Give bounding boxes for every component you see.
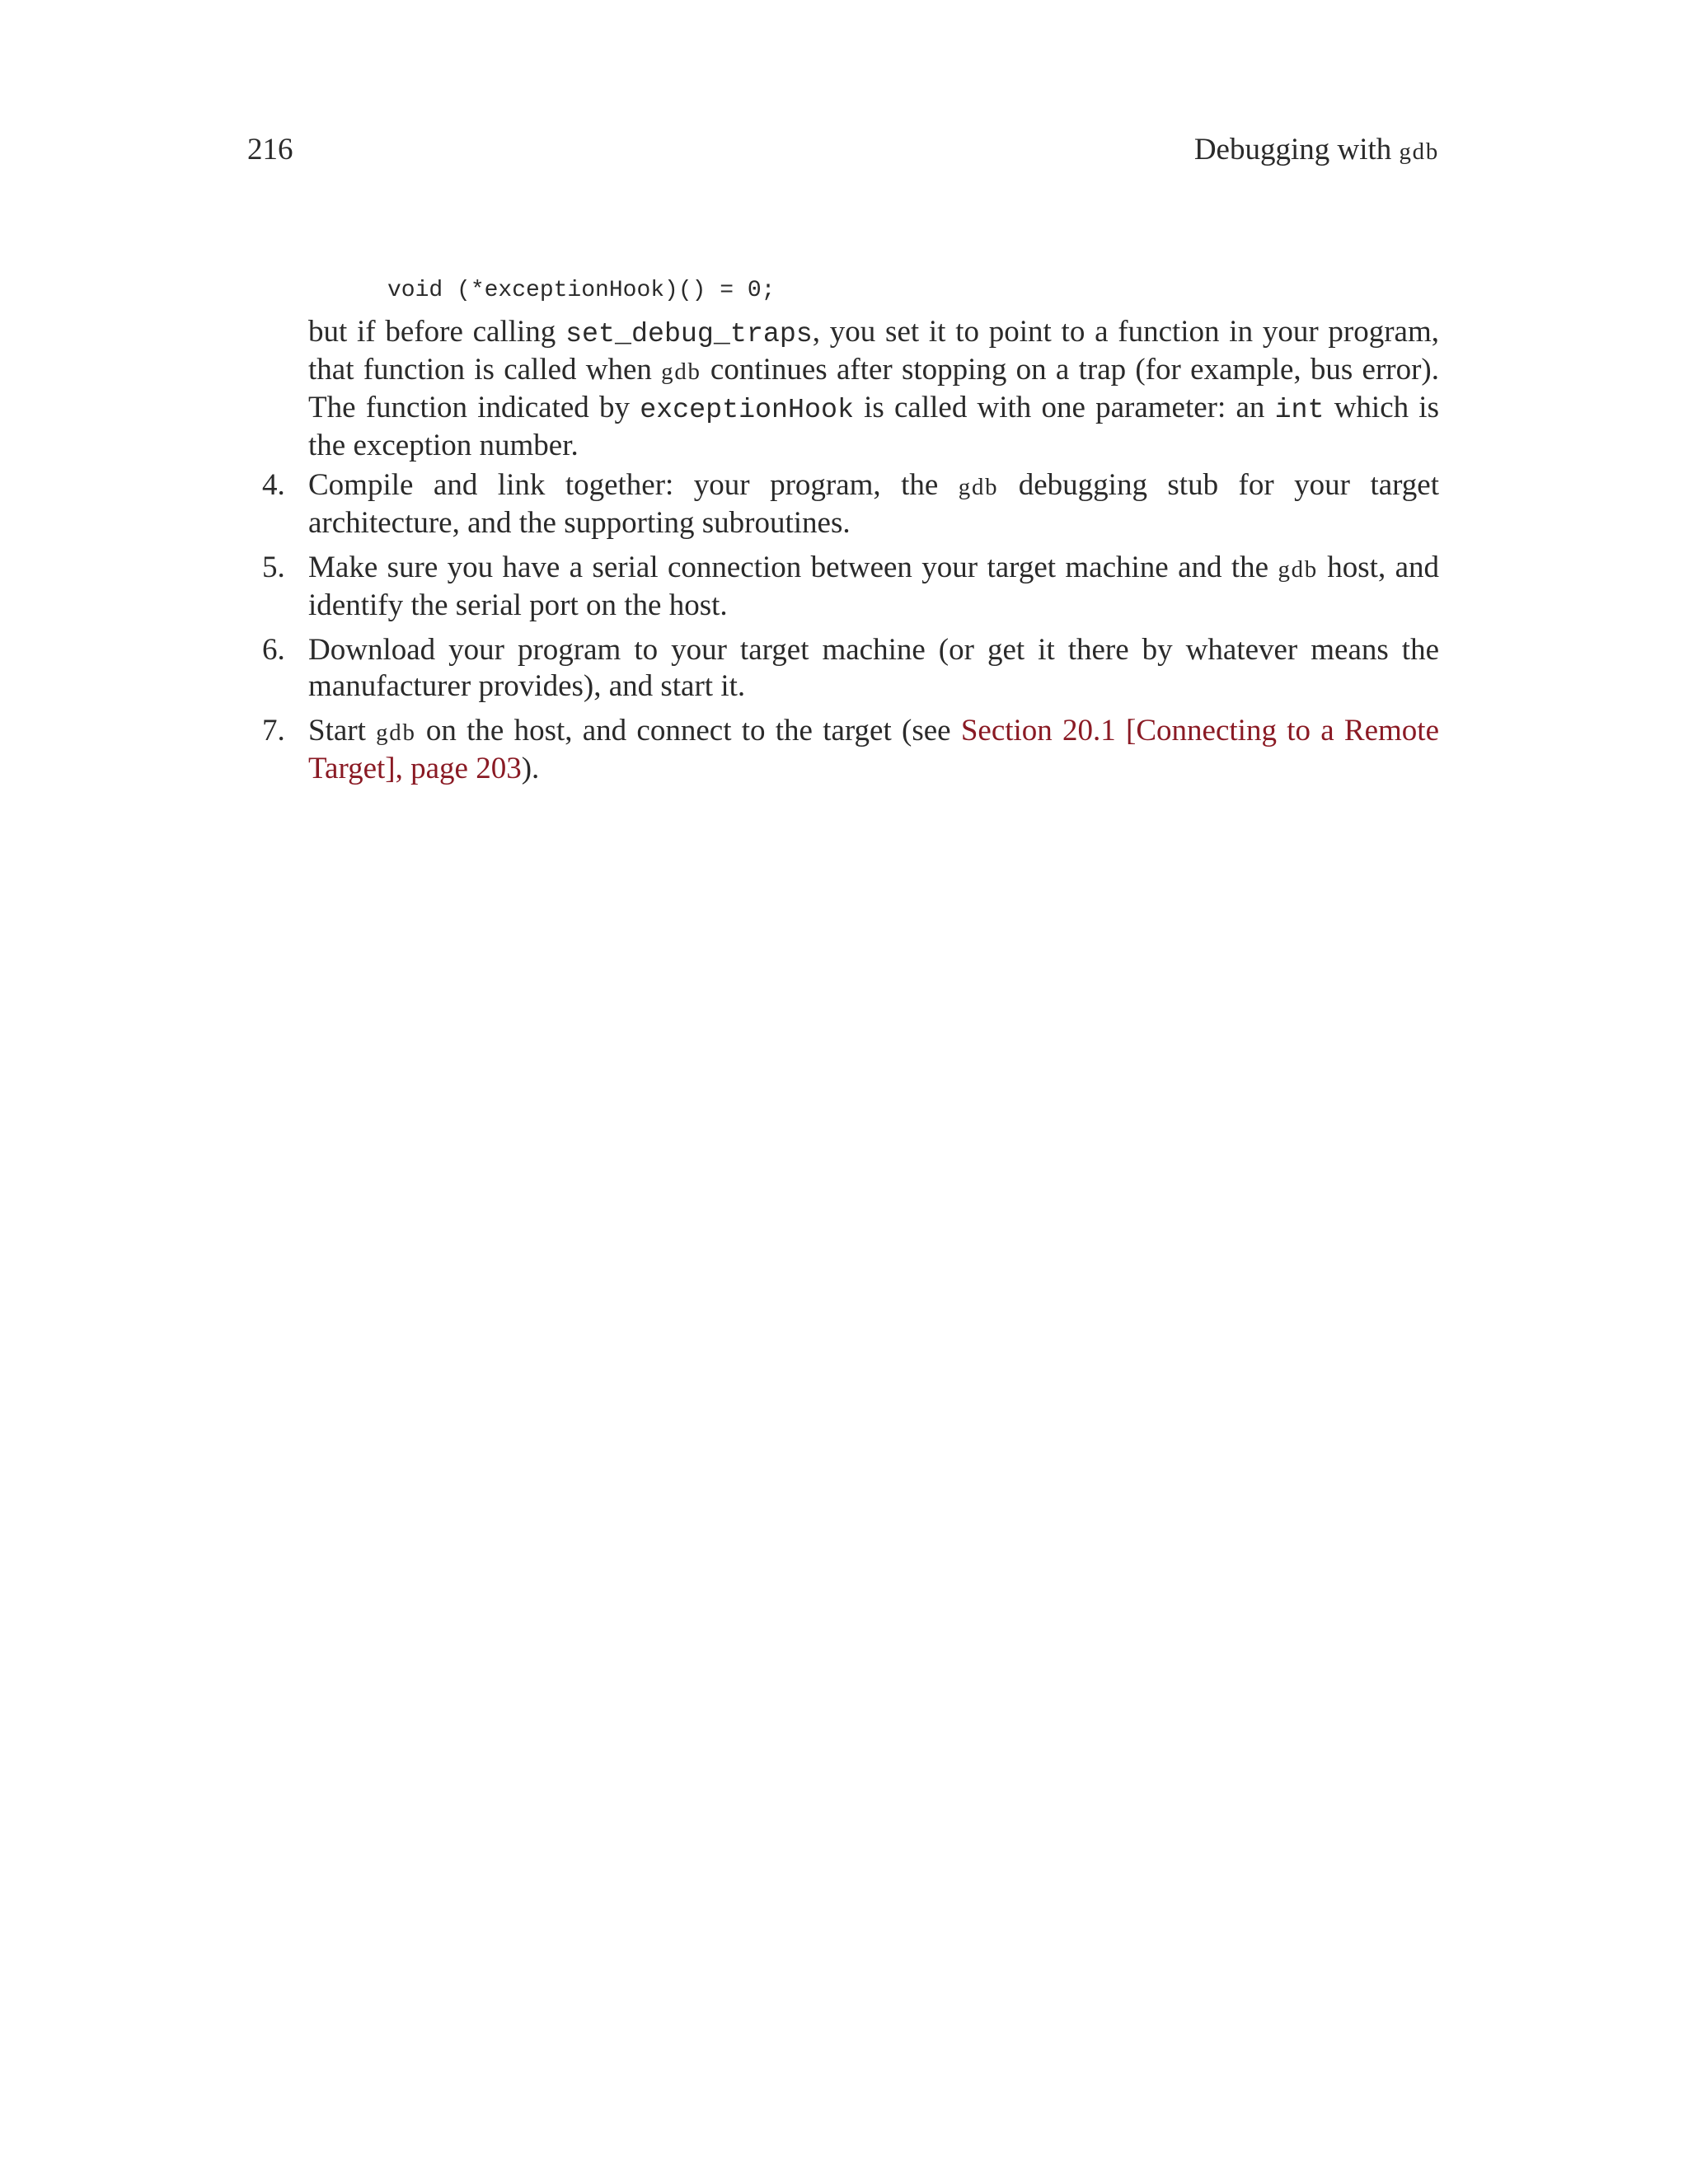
item-text: ). [521, 752, 540, 785]
inline-code-int: int [1274, 394, 1325, 425]
item-number: 7. [262, 714, 285, 748]
running-title [1194, 130, 1439, 171]
item-text: Start [308, 714, 377, 748]
item-text: Compile and link together: your program, the [308, 468, 959, 502]
gdb-smallcaps: gdb [376, 719, 416, 746]
list-item-5 [247, 550, 1439, 624]
paragraph-text: which is the exception number. [308, 391, 1439, 462]
item-text: Make sure you have a serial connection between your target machine and the [308, 551, 1278, 584]
item-number: 5. [262, 551, 285, 584]
item-text: host, and identify the serial port on the host. [308, 551, 1440, 622]
gdb-smallcaps: gdb [661, 359, 701, 385]
item-number: 4. [262, 468, 285, 502]
item-number: 6. [262, 633, 285, 667]
numbered-steps-list [247, 467, 1439, 795]
item-text: Download your program to your target machine (or get it there by whatever means the manufacturer provides), and start it. [308, 633, 1439, 703]
list-item-6 [247, 632, 1439, 705]
page-number: 216 [247, 133, 293, 166]
running-title-gdb: gdb [1399, 138, 1439, 165]
paragraph-text: but if before calling [308, 315, 566, 349]
list-item-7 [247, 713, 1439, 787]
paragraph-text: is called with one parameter: an [853, 391, 1275, 424]
paragraph-text: , you set it to point to a function in your program, that function is called when [308, 315, 1439, 387]
code-example: void (*exceptionHook)() = 0; [387, 278, 776, 303]
list-item-4 [247, 467, 1439, 541]
page-header [247, 130, 1439, 170]
paragraph-exception-hook [308, 314, 1439, 464]
gdb-smallcaps: gdb [1278, 556, 1318, 583]
gdb-smallcaps: gdb [958, 474, 999, 500]
item-text: debugging stub for your target architecture, and the supporting subroutines. [308, 468, 1440, 540]
item-text: on the host, and connect to the target (see [415, 714, 961, 748]
paragraph-text: continues after stopping on a trap (for example, bus error). The function indicated by [308, 353, 1439, 424]
inline-code-set-debug-traps: set_debug_traps [565, 318, 813, 349]
inline-code-exception-hook: exceptionHook [640, 394, 854, 425]
section-cross-reference-link[interactable]: Section 20.1 [Connecting to a Remote Target], page 203 [308, 714, 1439, 785]
running-title-text: Debugging with [1193, 133, 1400, 166]
